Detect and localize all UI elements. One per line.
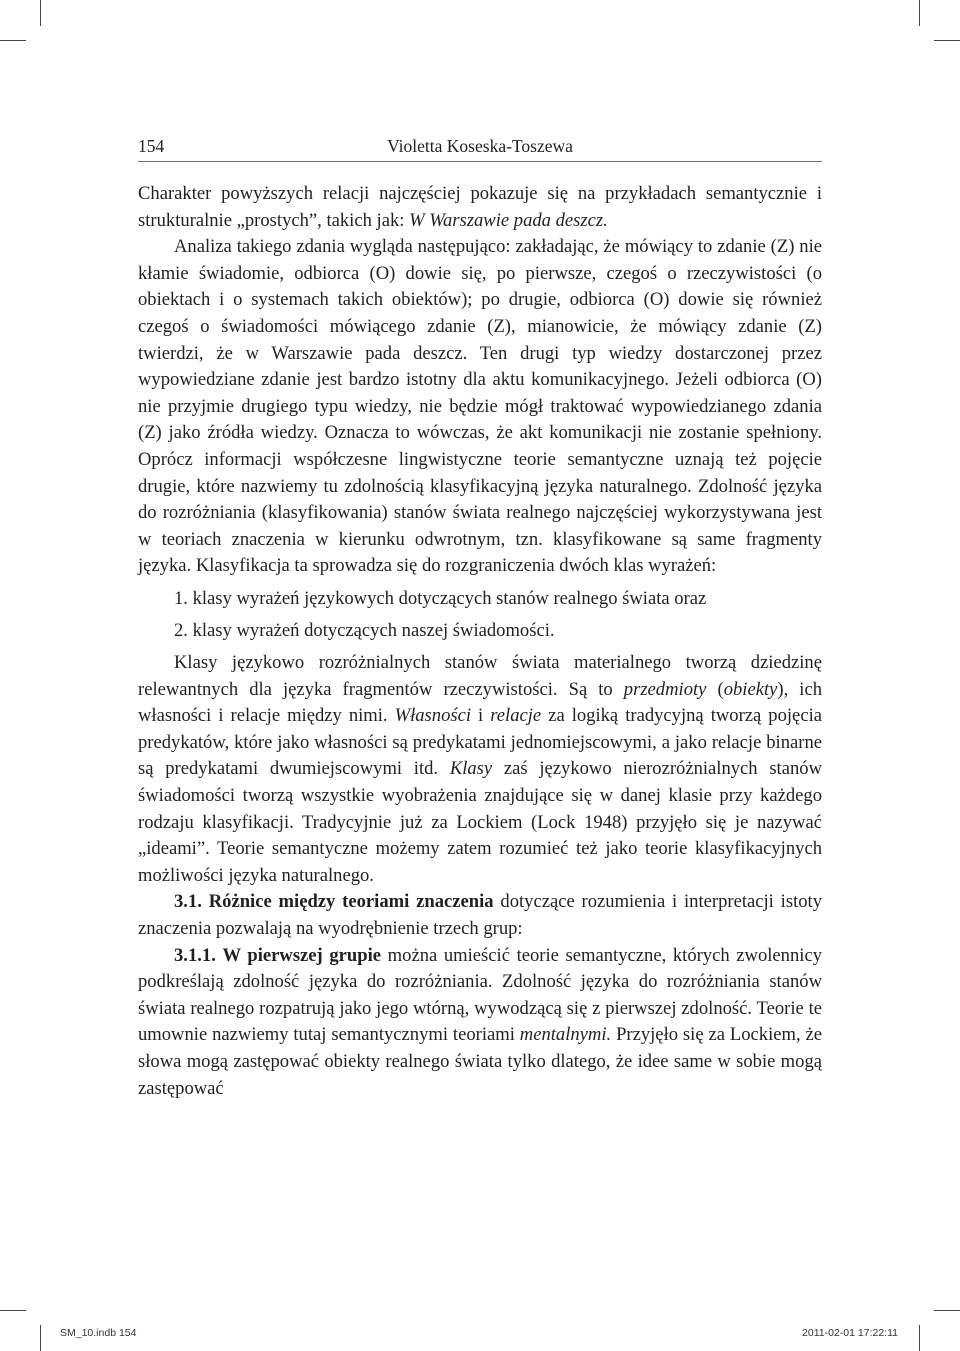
crop-mark xyxy=(934,1310,960,1311)
print-slug-date: 2011-02-01 17:22:11 xyxy=(802,1327,898,1339)
section-3-1-1: 3.1.1. W pierwszej grupie można umieścić teorie semantyczne, których zwolennicy podkreślają zdolność języka do rozróżniania. Zdolność języka do rozróżniania stanów świata realnego rozpatrują jako jego wtórną, wywodzącą się z pierwszej zdolność. Teorie te umownie nazwiemy tutaj semantycznymi teoriami mentalnymi. Przyjęło się za Lockiem, że słowa mogą zastępować obiekty realnego świata tylko dlatego, że idee same w sobie mogą zastępować xyxy=(138,944,822,1099)
crop-mark xyxy=(919,0,920,26)
crop-mark xyxy=(0,1310,26,1311)
section-title: Różnice między teoriami znaczenia xyxy=(208,891,494,913)
section-3-1: 3.1. Różnice między teoriami znaczenia dotyczące rozumienia i interpretacji istoty znaczenia pozwalają na wyodrębnienie trzech grup: xyxy=(138,891,822,940)
running-header xyxy=(138,132,822,162)
crop-mark xyxy=(919,1325,920,1351)
section-number: 3.1.1. xyxy=(174,944,216,966)
paragraph: Charakter powyższych relacji najczęściej pokazuje się na przykładach semantycznie i strukturalnie „prostych”, takich jak: W Warszawie pada deszcz. xyxy=(138,183,822,231)
page-number: 154 xyxy=(138,136,165,156)
list-item: 1. klasy wyrażeń językowych dotyczących stanów realnego świata oraz xyxy=(174,587,707,609)
section-number: 3.1. xyxy=(174,891,202,913)
crop-mark xyxy=(0,40,26,41)
numbered-list xyxy=(138,586,822,644)
crop-mark xyxy=(40,0,41,26)
crop-mark xyxy=(934,40,960,41)
header-rule xyxy=(138,161,822,162)
paragraph: Analiza takiego zdania wygląda następująco: zakładając, że mówiący to zdanie (Z) nie kłamie świadomie, odbiorca (O) dowie się, po pierwsze, czegoś o rzeczywistości (o obiektach i o systemach takich obiektów); po drugie, odbiorca (O) dowie się również czegoś o świadomości mówiącego zdanie (Z), mianowicie, że mówiący zdanie (Z) twierdzi, że w Warszawie pada deszcz. Ten drugi typ wiedzy dostarczonej przez wypowiedziane zdanie jest bardzo istotny dla aktu komunikacyjnego. Jeżeli odbiorca (O) nie przyjmie drugiego typu wiedzy, nie będzie mógł traktować wypowiedzianego zdania (Z) jako źródła wiedzy. Oznacza to wówczas, że akt komunikacji nie zostanie spełniony. Oprócz informacji współczesne lingwistyczne teorie semantyczne uznają też pojęcie drugie, które nazwiemy tu zdolnością klasyfikacyjną języka naturalnego. Zdolność języka do rozróżniania (klasyfikowania) stanów świata realnego najczęściej wykorzystywana jest w teoriach znaczenia w kierunku odwrotnym, tzn. klasyfikowane są same fragmenty języka. Klasyfikacja ta sprowadza się do rozgraniczenia dwóch klas wyrażeń: xyxy=(138,236,822,577)
section-title: W pierwszej grupie xyxy=(222,944,382,966)
list-item: 2. klasy wyrażeń dotyczących naszej świadomości. xyxy=(174,619,555,641)
main-text xyxy=(138,181,822,1102)
print-slug-file: SM_10.indb 154 xyxy=(60,1327,137,1339)
running-header-author: Violetta Koseska-Toszewa xyxy=(387,136,573,156)
crop-mark xyxy=(40,1325,41,1351)
paragraph: Klasy językowo rozróżnialnych stanów świata materialnego tworzą dziedzinę relewantnych dla języka fragmentów rzeczywistości. Są to przedmioty (obiekty), ich własności i relacje między nimi. Własności i relacje za logiką tradycyjną tworzą pojęcia predykatów, które jako własności są predykatami jednomiejscowymi, a jako relacje binarne są predykatami dwumiejscowymi itd. Klasy zaś językowo nierozróżnialnych stanów świadomości tworzą wszystkie wyobrażenia znajdujące się w danej klasie przy każdego rodzaju klasyfikacji. Tradycyjnie już za Lockiem (Lock 1948) przyjęło się je nazywać „ideami”. Teorie semantyczne możemy zatem rozumieć też jako teorie klasyfikacyjnych możliwości języka naturalnego. xyxy=(138,652,822,886)
